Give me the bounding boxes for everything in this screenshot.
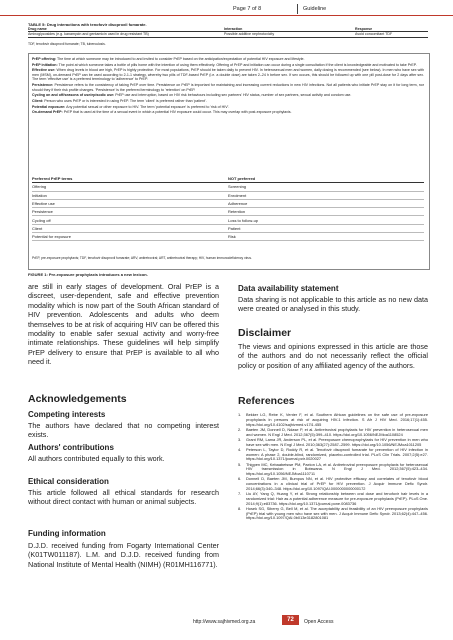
reference-item [238, 438, 428, 448]
reference-item [238, 477, 428, 491]
definition-text: Persistence refers to the consistency of taking PrEP over time. Persistence on PrEP is important for maintaining and increasing current reductions in new HIV infections. Not all patients who initiate PrEP stay on it for long term, nor should they if their risk profile changes. 'Persistence' is the preferred terminology to 'retention' on PrEP. [32, 83, 424, 92]
drug-interaction-table [28, 27, 428, 38]
terms-row [32, 216, 424, 224]
table-cell: Possible additive nephrotoxicity [224, 32, 275, 37]
terms-cell: Risk [228, 234, 236, 240]
definition [32, 68, 424, 82]
ethics-text: This article followed all ethical standards for research without direct contact with human or animal subjects. [28, 488, 219, 507]
reference-text: Baeten JM, Donnell D, Ndase P, et al. Antiretroviral prophylaxis for HIV prevention in heterosexual men and women. N Engl J Med. 2012;367(5):399–410. https://doi.org/10.1056/NEJMoa1108524 [246, 426, 428, 437]
figure-caption: FIGURE 1: Pre-exposure prophylaxis introduces a new lexicon. [28, 272, 148, 277]
competing-interests-text: The authors have declared that no competing interest exists. [28, 421, 219, 440]
header-divider [297, 4, 298, 14]
terms-cell: Client [32, 225, 43, 231]
ethics-heading: Ethical consideration [28, 477, 109, 486]
intro-paragraph: are still in early stages of development. Oral PrEP is a discreet, user-dependent, safe and effective prevention modality which is now part of the South African standard of HIV prevention. Adolescents and adults who deem themselves to be at risk of acquiring HIV can be offered this modality to enable safer sexual activity and worry-free intimate relationships. These guidelines will help simplify PrEP delivery to ensure that PrEP is available to all who need it. [28, 282, 219, 367]
terms-row [32, 225, 424, 233]
figure-definitions [32, 57, 424, 116]
competing-interests-heading: Competing interests [28, 410, 106, 419]
terms-cell: Patient [228, 225, 241, 231]
terms-cell: Cycling off [32, 217, 51, 223]
terms-cell: Potential for exposure [32, 234, 71, 240]
reference-text: Liu AY, Yang Q, Huang Y, et al. Strong relationship between oral dose and tenofovir hair levels in a randomized trial: Hair as a potential adherence measure for pre-exposure prophylaxis (PrEP). PLoS One. 2014;9(1):e83736. https://doi.org/10.1371/journal.pone.0083736 [246, 491, 428, 506]
reference-item [238, 492, 428, 506]
definition-term: Client: [32, 98, 44, 103]
terms-cell: Adherence [228, 201, 248, 207]
definition [32, 110, 424, 115]
table-header-cell: Interaction [224, 27, 243, 31]
definition-text: Person who uses PrEP or is interested in using PrEP. The term 'client' is preferred rather than 'patient'. [44, 98, 207, 103]
terms-row [32, 192, 424, 200]
table-row [28, 32, 428, 37]
definition-text: The point at which someone takes a bottle of pills home with the intention of using them effectively. Offering of PrEP and initiation can occur during a single consultation if the client is knowledgeable and motivated to take PrEP. [58, 62, 417, 67]
definition-term: PrEP initiation: [32, 62, 58, 67]
definition-term: Persistence: [32, 83, 54, 88]
reference-number: 4. [238, 446, 242, 452]
reference-item [238, 448, 428, 462]
figure-footnote: PrEP, pre-exposure prophylaxis; TDF, tenofovir disoproxil fumarate; ARV, antiretroviral; ART, antiretroviral therapy; HIV, human immunodeficiency virus. [32, 256, 252, 260]
definition [32, 93, 424, 98]
reference-text: Donnell D, Baeten JM, Bumpus NN, et al. HIV protective efficacy and correlates of tenofovir blood concentrations in a clinical trial of PrEP for HIV prevention. J Acquir Immune Defic Syndr. 2014;66(3):340–348. https://doi.org/10.1097/QAI.0000000000000172 [246, 476, 428, 491]
terms-header-cell: Preferred PrEP terms [32, 176, 73, 182]
contributions-text: All authors contributed equally to this work. [28, 454, 165, 463]
definition-text: PrEP that is used at the time of a sexual event in which a potential HIV exposure could occur. This may overlap with post-exposure prophylaxis. [63, 110, 292, 115]
table-cell: Aminoglycosides (e.g. kanamycin and gentamicin used in drug resistant TB) [28, 32, 149, 37]
reference-text: Bekker LG, Rebe K, Venter F, et al. Southern African guidelines on the safe use of pre-exposure prophylaxis in persons at risk of acquiring HIV-1 infection. S Afr J HIV Med. 2016;17(1):455. https://doi.org/10.4102/sajhivmed.v17i1.455 [246, 412, 428, 427]
funding-text: D.J.D. received funding from Fogarty International Center (K01TW011187). L.M. and D.J.D. received funding from National Institute of Mental Health (NIMH) (R01MH116771). [28, 541, 219, 569]
terms-cell: Enrolment [228, 192, 247, 198]
disclaimer-text: The views and opinions expressed in this article are those of the authors and do not necessarily reflect the official policy or position of any affiliated agency of the authors. [238, 342, 428, 370]
open-access-label: Open Access [304, 619, 334, 625]
table-header-cell: Response [355, 27, 373, 31]
definition-term: Potential exposure: [32, 104, 66, 109]
data-availability-heading: Data availability statement [238, 284, 339, 293]
terms-cell: Retention [228, 209, 246, 215]
reference-number: 6. [238, 476, 242, 482]
table-caption: TABLE 5: Drug interactions with tenofovir disoproxil fumarate. [28, 22, 147, 27]
table-cell: Avoid concomitant TDF [355, 32, 393, 37]
definition [32, 105, 424, 110]
data-availability-text: Data sharing is not applicable to this article as no new data were created or analysed in this study. [238, 295, 428, 314]
reference-number: 7. [238, 491, 242, 496]
definition-term: On-demand PrEP: [32, 110, 63, 115]
funding-heading: Funding information [28, 529, 106, 538]
page-number: Page 7 of 8 [233, 6, 262, 12]
prep-terms-table [32, 175, 424, 241]
definition-text: PrEP use and interruption, based on HIV risk behaviours including sex partners' HIV status, number of sex partners, sexual activity and condom use. [115, 93, 352, 98]
reference-list [238, 413, 428, 522]
definition-term: PrEP offering: [32, 57, 57, 61]
reference-number: 1. [238, 412, 242, 417]
acknowledgements-heading: Acknowledgements [28, 393, 127, 405]
terms-cell: Loss to follow-up [228, 217, 259, 223]
terms-cell: Screening [228, 184, 247, 190]
terms-cell: Initiation [32, 192, 47, 198]
reference-text: Hosek SG, Siberry G, Bell M, et al. The acceptability and feasibility of an HIV preexposure prophylaxis (PrEP) trial with young men who have sex with men. J Acquir Immune Defic Syndr. 2013;62(4):447–456. https://doi.org/10.1097/QAI.0b013e3182801081 [246, 505, 428, 521]
definition [32, 99, 424, 104]
references-heading: References [238, 395, 295, 407]
terms-cell: Effective use [32, 201, 55, 207]
terms-cell: Offering [32, 184, 47, 190]
reference-item [238, 463, 428, 477]
journal-url[interactable]: http://www.sajhivmed.org.za [193, 619, 256, 625]
section-label: Guideline [303, 6, 327, 12]
reference-item [238, 507, 428, 521]
definition [32, 83, 424, 92]
terms-header-row [32, 175, 424, 183]
reference-number: 8. [238, 505, 242, 511]
reference-number: 2. [238, 426, 242, 432]
reference-number: 5. [238, 461, 242, 467]
definition-text: When drug levels in blood are high, PrEP is highly protective. For most populations, PrEP should be taken daily to prevent HIV. In heterosexual men and women, daily dosing is recommended (see below). In men who have sex with men (MSM), on-demand PrEP can be used according to 2-1-1 strategy, whereby two pills of TDF-based PrEP (i.e. a double dose) are taken 2–24 h before sex. If sex occurs, this should be followed up with one pill post-dose for 2 days after sex. The term 'effective use' is a preferred terminology to 'adherence' to PrEP. [32, 68, 424, 82]
terms-row [32, 208, 424, 216]
terms-row [32, 183, 424, 191]
footer-page-number: 72 [287, 617, 294, 623]
terms-cell: Persistence [32, 209, 53, 215]
definition-term: Effective use: [32, 68, 56, 73]
contributions-heading: Authors' contributions [28, 443, 114, 452]
definition-text: The time at which someone may be introduced to and invited to consider PrEP based on the anticipation/expectation of potential HIV exposure and lifestyle. [57, 57, 305, 61]
reference-text: Thigpen MC, Kebaabetswe PM, Paxton LA, et al. Antiretroviral preexposure prophylaxis for heterosexual HIV transmission in Botswana. N Engl J Med. 2012;367(5):423–434. https://doi.org/10.1056/NEJMoa1110711 [246, 461, 428, 476]
table-header-cell: Drug name [28, 27, 47, 31]
terms-header-cell: NOT preferred [228, 176, 256, 182]
disclaimer-heading: Disclaimer [238, 327, 292, 339]
definition-text: Any potential sexual or other exposure to HIV. The term 'potential exposure' is preferred to 'risk of HIV'. [66, 104, 230, 109]
table-footnote: TDF, tenofovir disoproxil fumarate; TB, tuberculosis. [28, 42, 106, 46]
terms-row [32, 233, 424, 241]
terms-row [32, 200, 424, 208]
header-rule [0, 15, 453, 16]
reference-item [238, 428, 428, 438]
definition [32, 57, 424, 62]
reference-text: Grant RM, Lama JR, Anderson PL, et al. Preexposure chemoprophylaxis for HIV prevention in men who have sex with men. N Engl J Med. 2010;363(27):2587–2599. https://doi.org/10.1056/NEJMoa1011205 [246, 436, 428, 447]
reference-number: 3. [238, 436, 242, 442]
reference-text: Peterson L, Taylor D, Roddy R, et al. Tenofovir disoproxil fumarate for prevention of HIV infection in women: A phase 2, double-blind, randomized, placebo-controlled trial. PLoS Clin Trials. 2007;2(5):e27. https://doi.org/10.1371/journal.pctr.0020027 [246, 446, 428, 462]
definition [32, 63, 424, 68]
reference-item [238, 413, 428, 427]
definition-term: Cycling on and off/seasons of use/episodic use: [32, 93, 115, 98]
